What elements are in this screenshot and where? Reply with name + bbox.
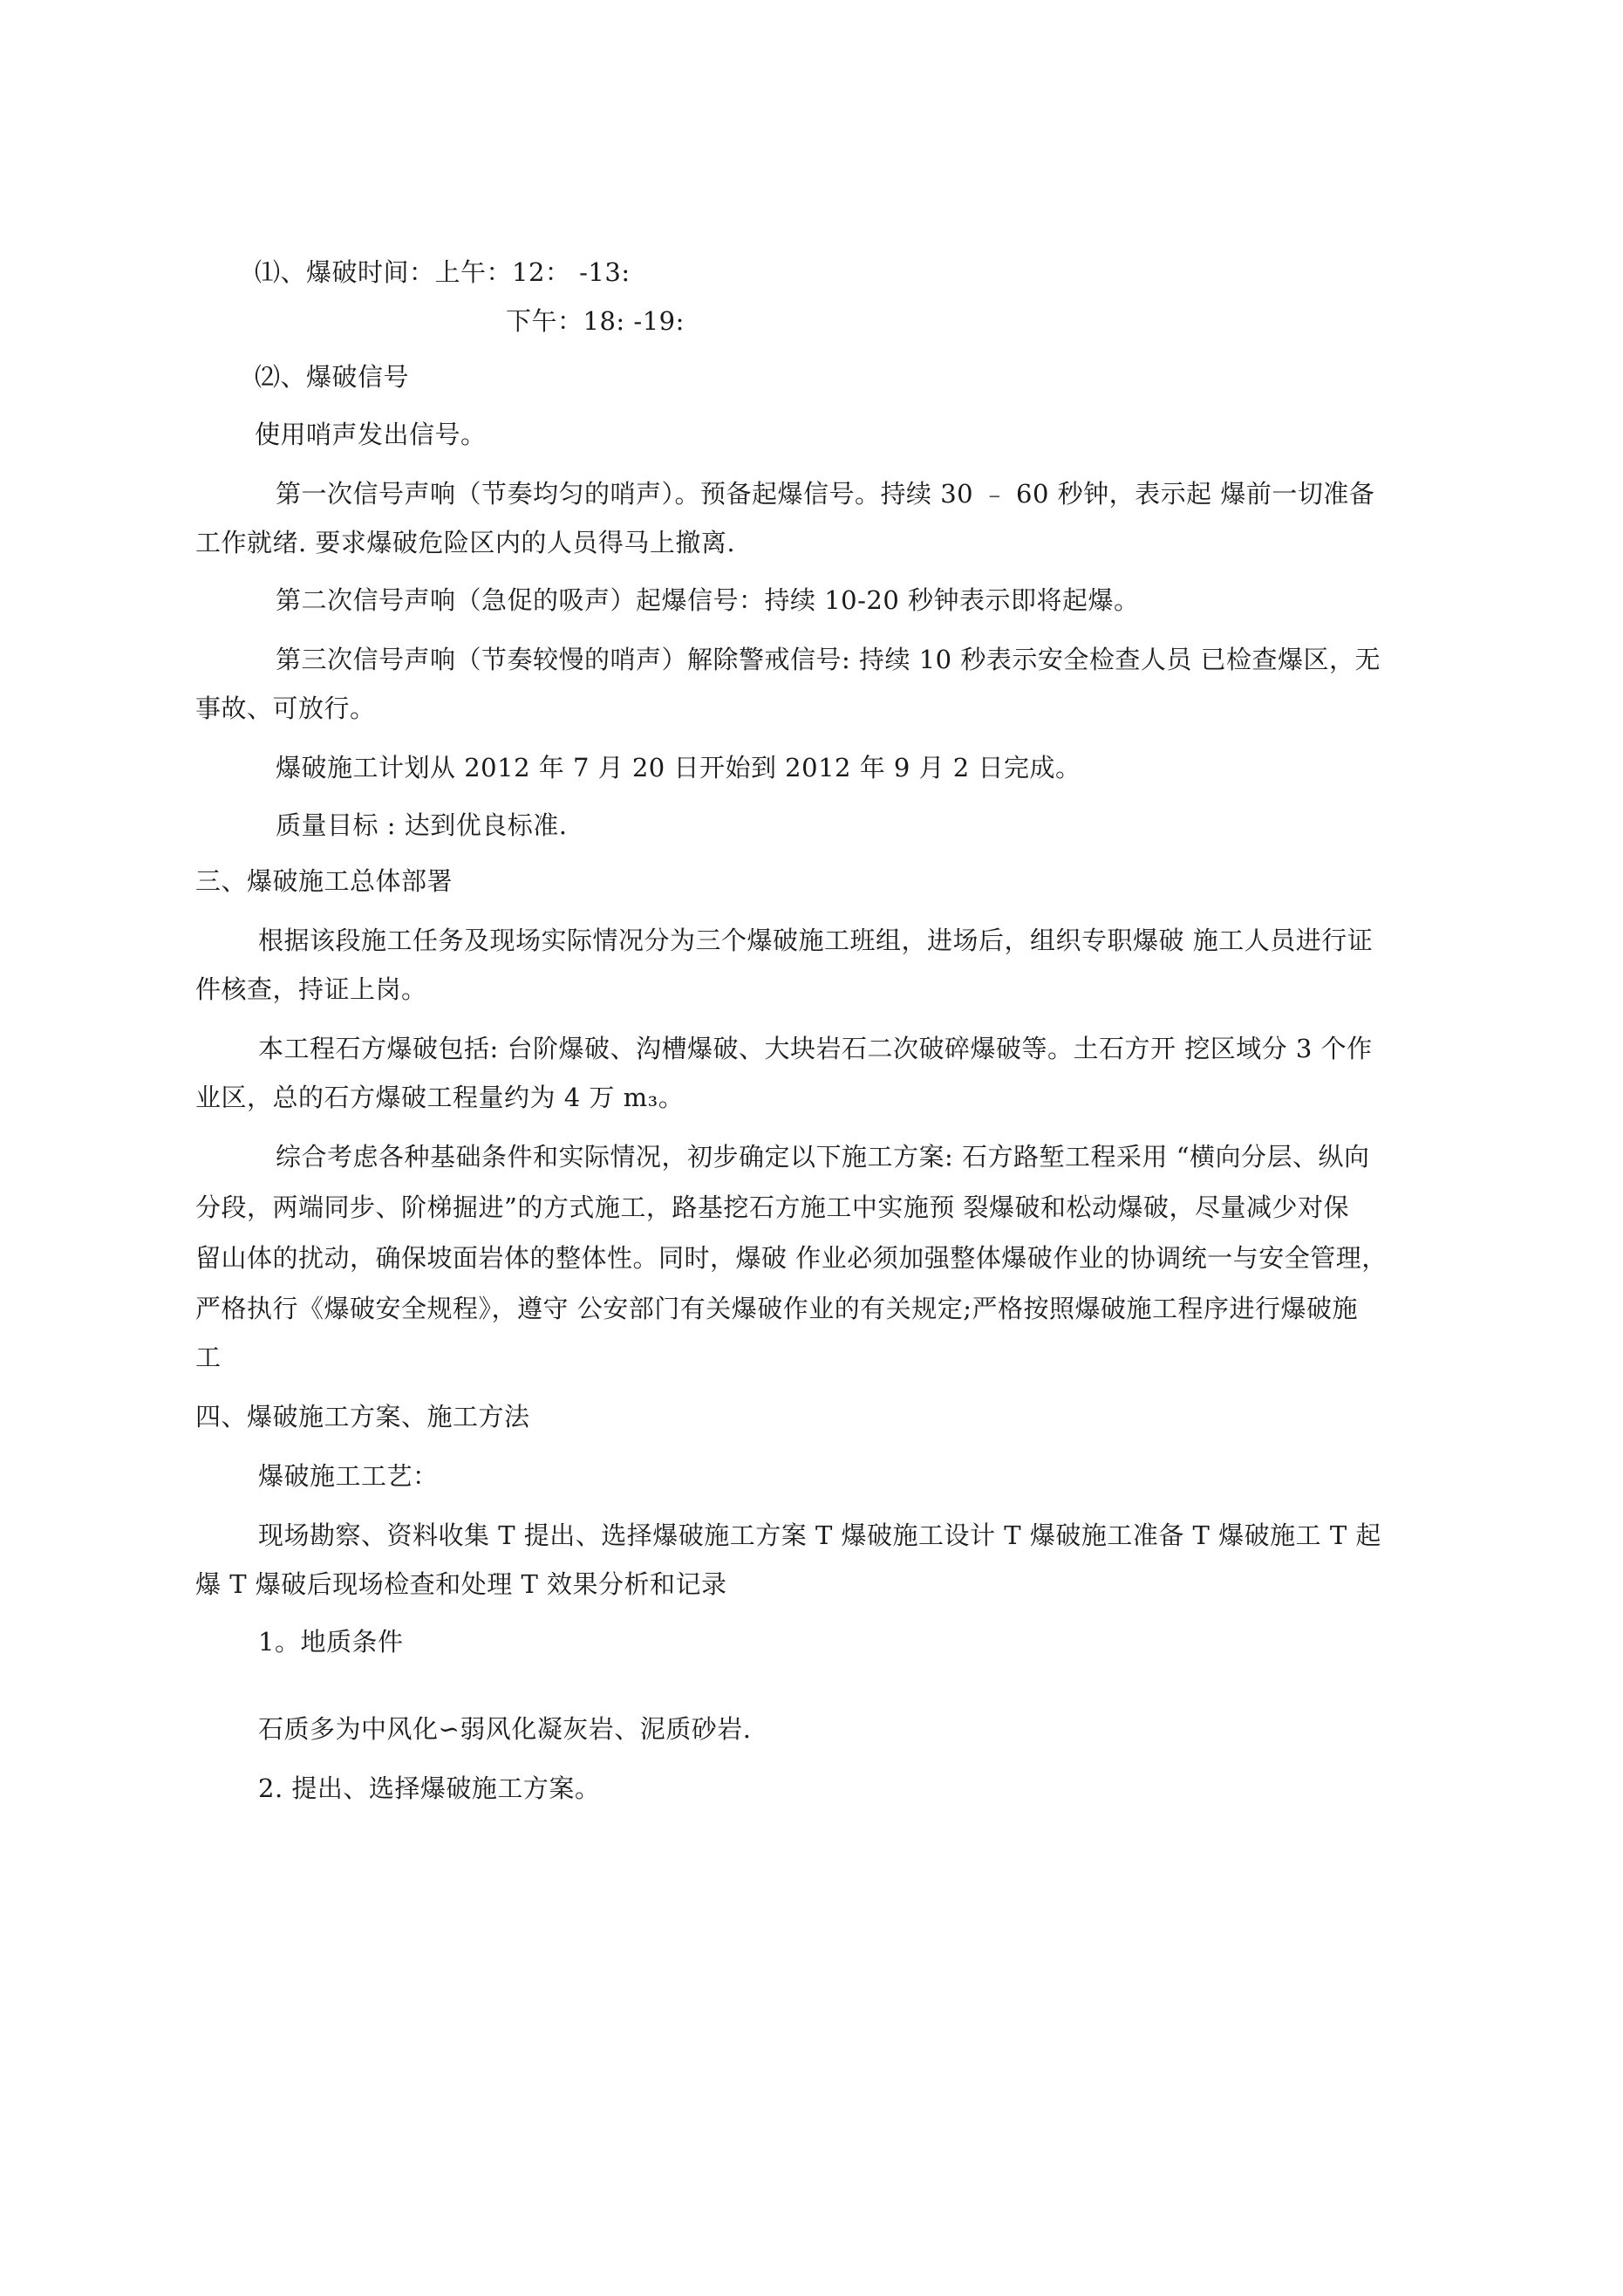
blast-time-afternoon: 下午：18: -19: <box>506 306 685 336</box>
subsection-heading: 2. 提出、选择爆破施工方案。 <box>258 1773 601 1803</box>
paragraph-line: 石质多为中风化∽弱风化凝灰岩、泥质砂岩. <box>258 1714 752 1744</box>
paragraph-line: 业区，总的石方爆破工程量约为 4 万 m₃。 <box>195 1083 685 1112</box>
section-heading: 四、爆破施工方案、施工方法 <box>195 1402 530 1432</box>
paragraph-line: 分段，两端同步、阶梯掘进”的方式施工，路基挖石方施工中实施预 裂爆破和松动爆破，尽量减少对保 <box>195 1192 1350 1222</box>
paragraph-line: 事故、可放行。 <box>195 694 376 723</box>
subsection-heading: 1。地质条件 <box>258 1627 404 1657</box>
paragraph-line: 工作就绪. 要求爆破危险区内的人员得马上撤离. <box>195 528 736 557</box>
paragraph-line: 第一次信号声响（节奏均匀的哨声）。预备起爆信号。持续 30 ﹣ 60 秒钟，表示起 爆前一切准备 <box>276 479 1375 509</box>
paragraph-line: 本工程石方爆破包括: 台阶爆破、沟槽爆破、大块岩石二次破碎爆破等。土石方开 挖区域分 3 个作 <box>258 1034 1373 1063</box>
paragraph-line: 严格执行《爆破安全规程》，遵守 公安部门有关爆破作业的有关规定;严格按照爆破施工程序进行爆破施 <box>195 1294 1358 1323</box>
paragraph-line: 爆破施工计划从 2012 年 7 月 20 日开始到 2012 年 9 月 2 日完成。 <box>276 753 1081 782</box>
paragraph-line: 留山体的扰动，确保坡面岩体的整体性。同时，爆破 作业必须加强整体爆破作业的协调统一与安全管理， <box>195 1243 1388 1273</box>
paragraph-line: 根据该段施工任务及现场实际情况分为三个爆破施工班组，进场后，组织专职爆破 施工人员进行证 <box>258 926 1374 955</box>
paragraph-line: 爆 T 爆破后现场检查和处理 T 效果分析和记录 <box>195 1569 727 1599</box>
paragraph-line: 爆破施工工艺： <box>258 1461 439 1491</box>
paragraph-line: 质量目标 : 达到优良标准. <box>276 810 568 840</box>
section-heading: 三、爆破施工总体部署 <box>195 866 453 896</box>
paragraph-line: 综合考虑各种基础条件和实际情况，初步确定以下施工方案: 石方路堑工程采用 “横向分层、纵向 <box>276 1142 1370 1172</box>
paragraph-line: 第二次信号声响（急促的吸声）起爆信号：持续 10-20 秒钟表示即将起爆。 <box>276 585 1140 615</box>
paragraph-line: 现场勘察、资料收集 T 提出、选择爆破施工方案 T 爆破施工设计 T 爆破施工准备 T 爆破施工 T 起 <box>258 1520 1381 1550</box>
paragraph-line: 工 <box>195 1343 222 1372</box>
paragraph-line: 使用哨声发出信号。 <box>255 420 487 449</box>
blast-signal-heading: ⑵、爆破信号 <box>255 362 410 392</box>
paragraph-line: 件核查，持证上岗。 <box>195 974 427 1004</box>
paragraph-line: 第三次信号声响（节奏较慢的哨声）解除警戒信号: 持续 10 秒表示安全检查人员 已检查爆区，无 <box>276 645 1381 674</box>
blast-time-morning: ⑴、爆破时间：上午：12： -13: <box>255 257 631 287</box>
